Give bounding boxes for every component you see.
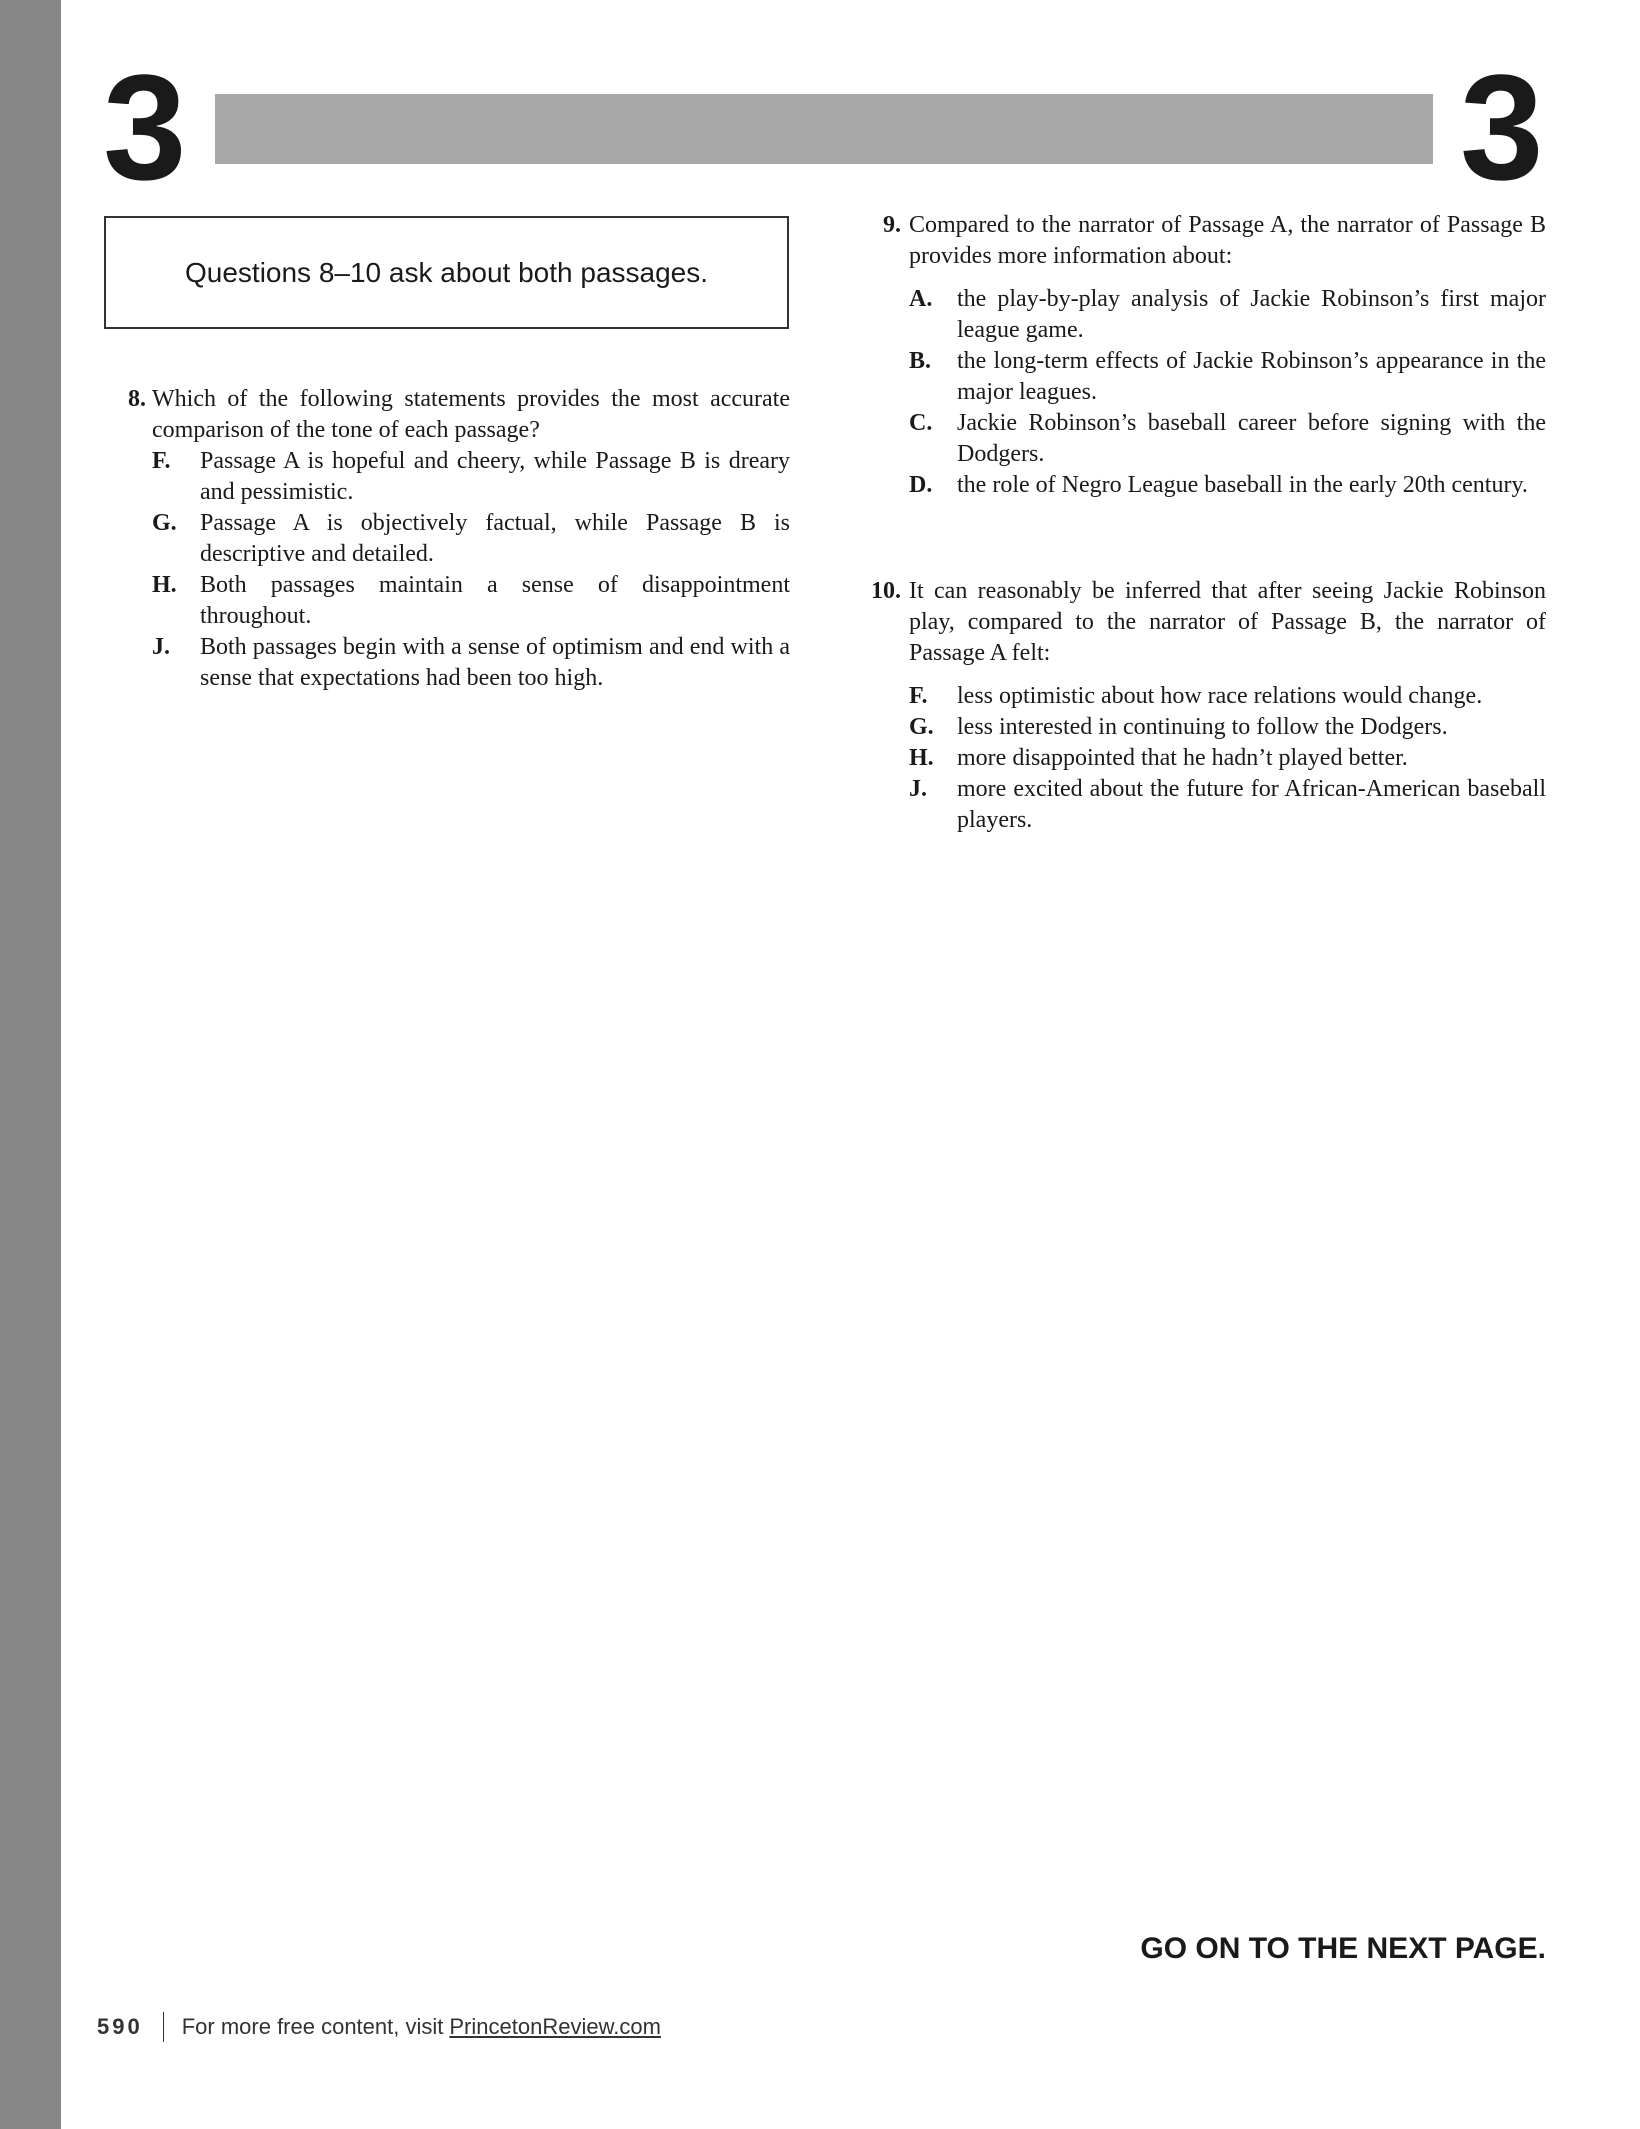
page-number: 590	[97, 2014, 143, 2039]
option-letter: H.	[909, 745, 934, 771]
question-number: 10.	[871, 578, 901, 604]
answer-options	[909, 284, 1546, 501]
footer-text: For more free content, visit	[181, 2014, 444, 2039]
question-stem	[852, 576, 1546, 669]
answer-option-j[interactable]	[152, 632, 790, 694]
option-text: Passage A is hopeful and cheery, while Passage B is dreary and pessimistic.	[200, 448, 790, 505]
option-letter: B.	[909, 348, 932, 374]
option-text: the long-term effects of Jackie Robinson’s appearance in the major leagues.	[957, 348, 1546, 405]
question-9	[852, 210, 1546, 501]
option-text: Both passages maintain a sense of disappointment throughout.	[200, 572, 790, 629]
questions-notice-text: Questions 8–10 ask about both passages.	[184, 256, 709, 288]
questions-notice-box	[104, 216, 789, 329]
answer-option-f[interactable]	[909, 681, 1546, 712]
answer-option-h[interactable]	[152, 570, 790, 632]
option-letter: C.	[909, 410, 933, 436]
page-edge-bar	[0, 0, 61, 2129]
section-header-bar	[215, 94, 1433, 164]
section-number-right: 3	[1460, 43, 1544, 211]
answer-option-g[interactable]	[152, 508, 790, 570]
question-text: Compared to the narrator of Passage A, the narrator of Passage B provides more information about:	[909, 212, 1546, 269]
option-letter: A.	[909, 286, 933, 312]
footer-divider	[163, 2012, 164, 2042]
question-8	[104, 384, 790, 694]
option-text: more disappointed that he hadn’t played better.	[957, 745, 1408, 771]
question-stem	[104, 384, 790, 446]
answer-option-d[interactable]	[909, 470, 1546, 501]
answer-option-j[interactable]	[909, 774, 1546, 836]
question-text: Which of the following statements provides the most accurate comparison of the tone of each passage?	[152, 386, 790, 443]
option-text: the play-by-play analysis of Jackie Robinson’s first major league game.	[957, 286, 1546, 343]
option-letter: J.	[909, 776, 927, 802]
answer-option-b[interactable]	[909, 346, 1546, 408]
option-letter: H.	[152, 572, 177, 598]
option-text: less interested in continuing to follow the Dodgers.	[957, 714, 1448, 740]
option-text: Both passages begin with a sense of optimism and end with a sense that expectations had been too high.	[200, 634, 790, 691]
answer-options	[909, 681, 1546, 836]
option-letter: F.	[152, 448, 171, 474]
footer-link[interactable]: PrincetonReview.com	[449, 2014, 661, 2039]
option-letter: G.	[152, 510, 177, 536]
question-number: 8.	[128, 386, 146, 412]
option-text: the role of Negro League baseball in the early 20th century.	[957, 472, 1528, 498]
answer-option-g[interactable]	[909, 712, 1546, 743]
option-text: more excited about the future for African-American baseball players.	[957, 776, 1546, 833]
section-number-left: 3	[103, 43, 187, 211]
go-on-next-page: GO ON TO THE NEXT PAGE.	[1140, 1932, 1546, 1965]
question-stem	[852, 210, 1546, 272]
answer-option-f[interactable]	[152, 446, 790, 508]
option-text: less optimistic about how race relations would change.	[957, 683, 1483, 709]
answer-options	[152, 446, 790, 694]
answer-option-a[interactable]	[909, 284, 1546, 346]
option-letter: D.	[909, 472, 933, 498]
option-letter: F.	[909, 683, 928, 709]
option-text: Jackie Robinson’s baseball career before signing with the Dodgers.	[957, 410, 1546, 467]
option-letter: G.	[909, 714, 934, 740]
question-text: It can reasonably be inferred that after seeing Jackie Robinson play, compared to the narrator of Passage B, the narrator of Passage A felt:	[909, 578, 1546, 666]
question-number: 9.	[883, 212, 901, 238]
answer-option-h[interactable]	[909, 743, 1546, 774]
option-text: Passage A is objectively factual, while Passage B is descriptive and detailed.	[200, 510, 790, 567]
option-letter: J.	[152, 634, 170, 660]
page-footer	[97, 2012, 661, 2042]
question-10	[852, 576, 1546, 836]
answer-option-c[interactable]	[909, 408, 1546, 470]
